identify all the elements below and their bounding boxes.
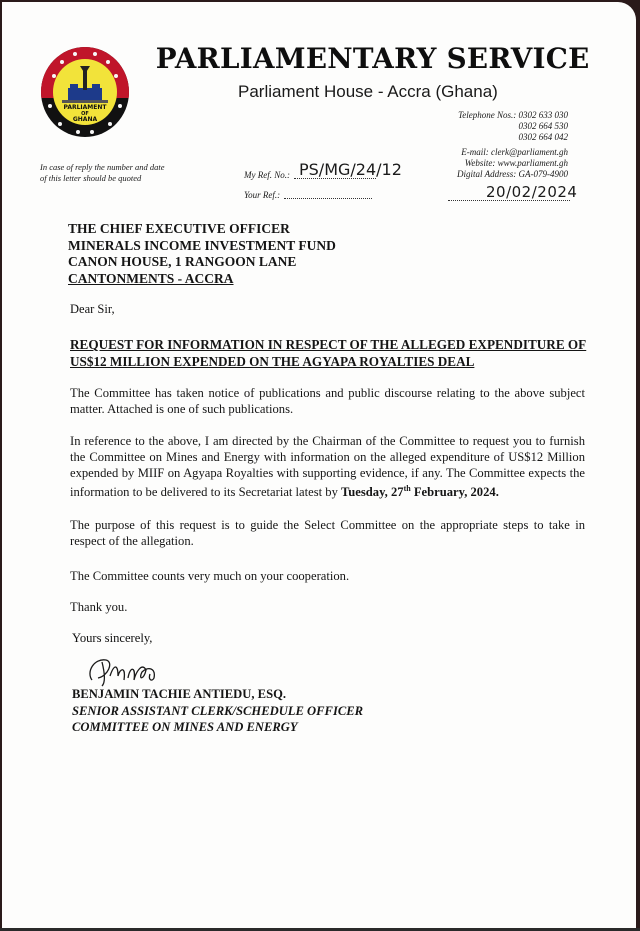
addressee-line: THE CHIEF EXECUTIVE OFFICER <box>68 221 290 236</box>
svg-text:GHANA: GHANA <box>72 116 98 123</box>
addressee-line: CANON HOUSE, 1 RANGOON LANE <box>68 254 297 269</box>
body-paragraph: The Committee has taken notice of publications and public discourse relating to the above subject matter. Attached is one of such publications. <box>70 386 585 416</box>
contact-block <box>457 110 568 180</box>
letter-page <box>2 2 636 928</box>
telephone-label: Telephone Nos.: <box>458 110 517 120</box>
addressee-line: MINERALS INCOME INVESTMENT FUND <box>68 237 336 253</box>
website: Website: www.parliament.gh <box>464 157 568 168</box>
body-paragraph: The Committee counts very much on your cooperation. <box>70 569 350 583</box>
handwritten-signature <box>84 650 174 690</box>
subject-heading: REQUEST FOR INFORMATION IN RESPECT OF THE ALLEGED EXPENDITURE OF US$12 MILLION EXPENDED ON THE AGYAPA ROYALTIES DEAL <box>70 337 587 369</box>
signer-committee: COMMITTEE ON MINES AND ENERGY <box>72 720 298 734</box>
handwritten-date: 20/02/2024 <box>486 183 578 201</box>
salutation: Dear Sir, <box>70 302 115 316</box>
your-ref-label: Your Ref.: <box>244 190 281 200</box>
digital-address: Digital Address: GA-079-4900 <box>457 169 568 180</box>
signer-name: BENJAMIN TACHIE ANTIEDU, ESQ. <box>72 687 287 701</box>
signer-block <box>72 686 363 736</box>
deadline-rest: February, 2024. <box>410 485 499 500</box>
body-paragraph: Thank you. <box>70 600 128 614</box>
svg-text:OF: OF <box>81 111 89 117</box>
telephone-number: 0302 664 042 <box>518 132 568 143</box>
paragraph-text: In reference to the above, I am directed by the Chairman of the Committee to request you to furnish the Committee on Mines and Energy with information on the alleged expenditure of US$12 Million expended by MIIF on Agyapa Royalties with supporting evidence, if any. The Committee expects the information to be delivered to its Secretariat latest by <box>70 434 585 500</box>
reply-note: In case of reply the number and date of this letter should be quoted <box>40 162 165 183</box>
svg-text:PARLIAMENT: PARLIAMENT <box>63 104 107 111</box>
handwritten-my-ref: PS/MG/24/12 <box>299 160 402 179</box>
addressee-block <box>68 221 336 287</box>
closing: Yours sincerely, <box>72 631 153 645</box>
my-ref-label: My Ref. No.: <box>244 170 290 180</box>
your-ref-dotted-line <box>284 198 372 199</box>
body-paragraph <box>70 433 585 500</box>
signer-title: SENIOR ASSISTANT CLERK/SCHEDULE OFFICER <box>72 703 364 718</box>
letterhead-title: PARLIAMENTARY SERVICE <box>155 42 590 75</box>
telephone-number: 0302 633 030 <box>518 110 568 120</box>
body-paragraph: The purpose of this request is to guide the Select Committee on the appropriate steps to take in respect of the allegation. <box>70 518 585 548</box>
parliament-seal-logo <box>40 46 130 138</box>
letterhead-subtitle: Parliament House - Accra (Ghana) <box>238 82 498 101</box>
deadline-day: Tuesday, 27 <box>341 485 404 500</box>
deadline <box>341 485 499 499</box>
deadline-suffix: th <box>403 484 411 493</box>
email: E-mail: clerk@parliament.gh <box>461 146 568 157</box>
addressee-line: CANTONMENTS - ACCRA <box>68 270 234 286</box>
telephone-number: 0302 664 530 <box>518 121 568 132</box>
